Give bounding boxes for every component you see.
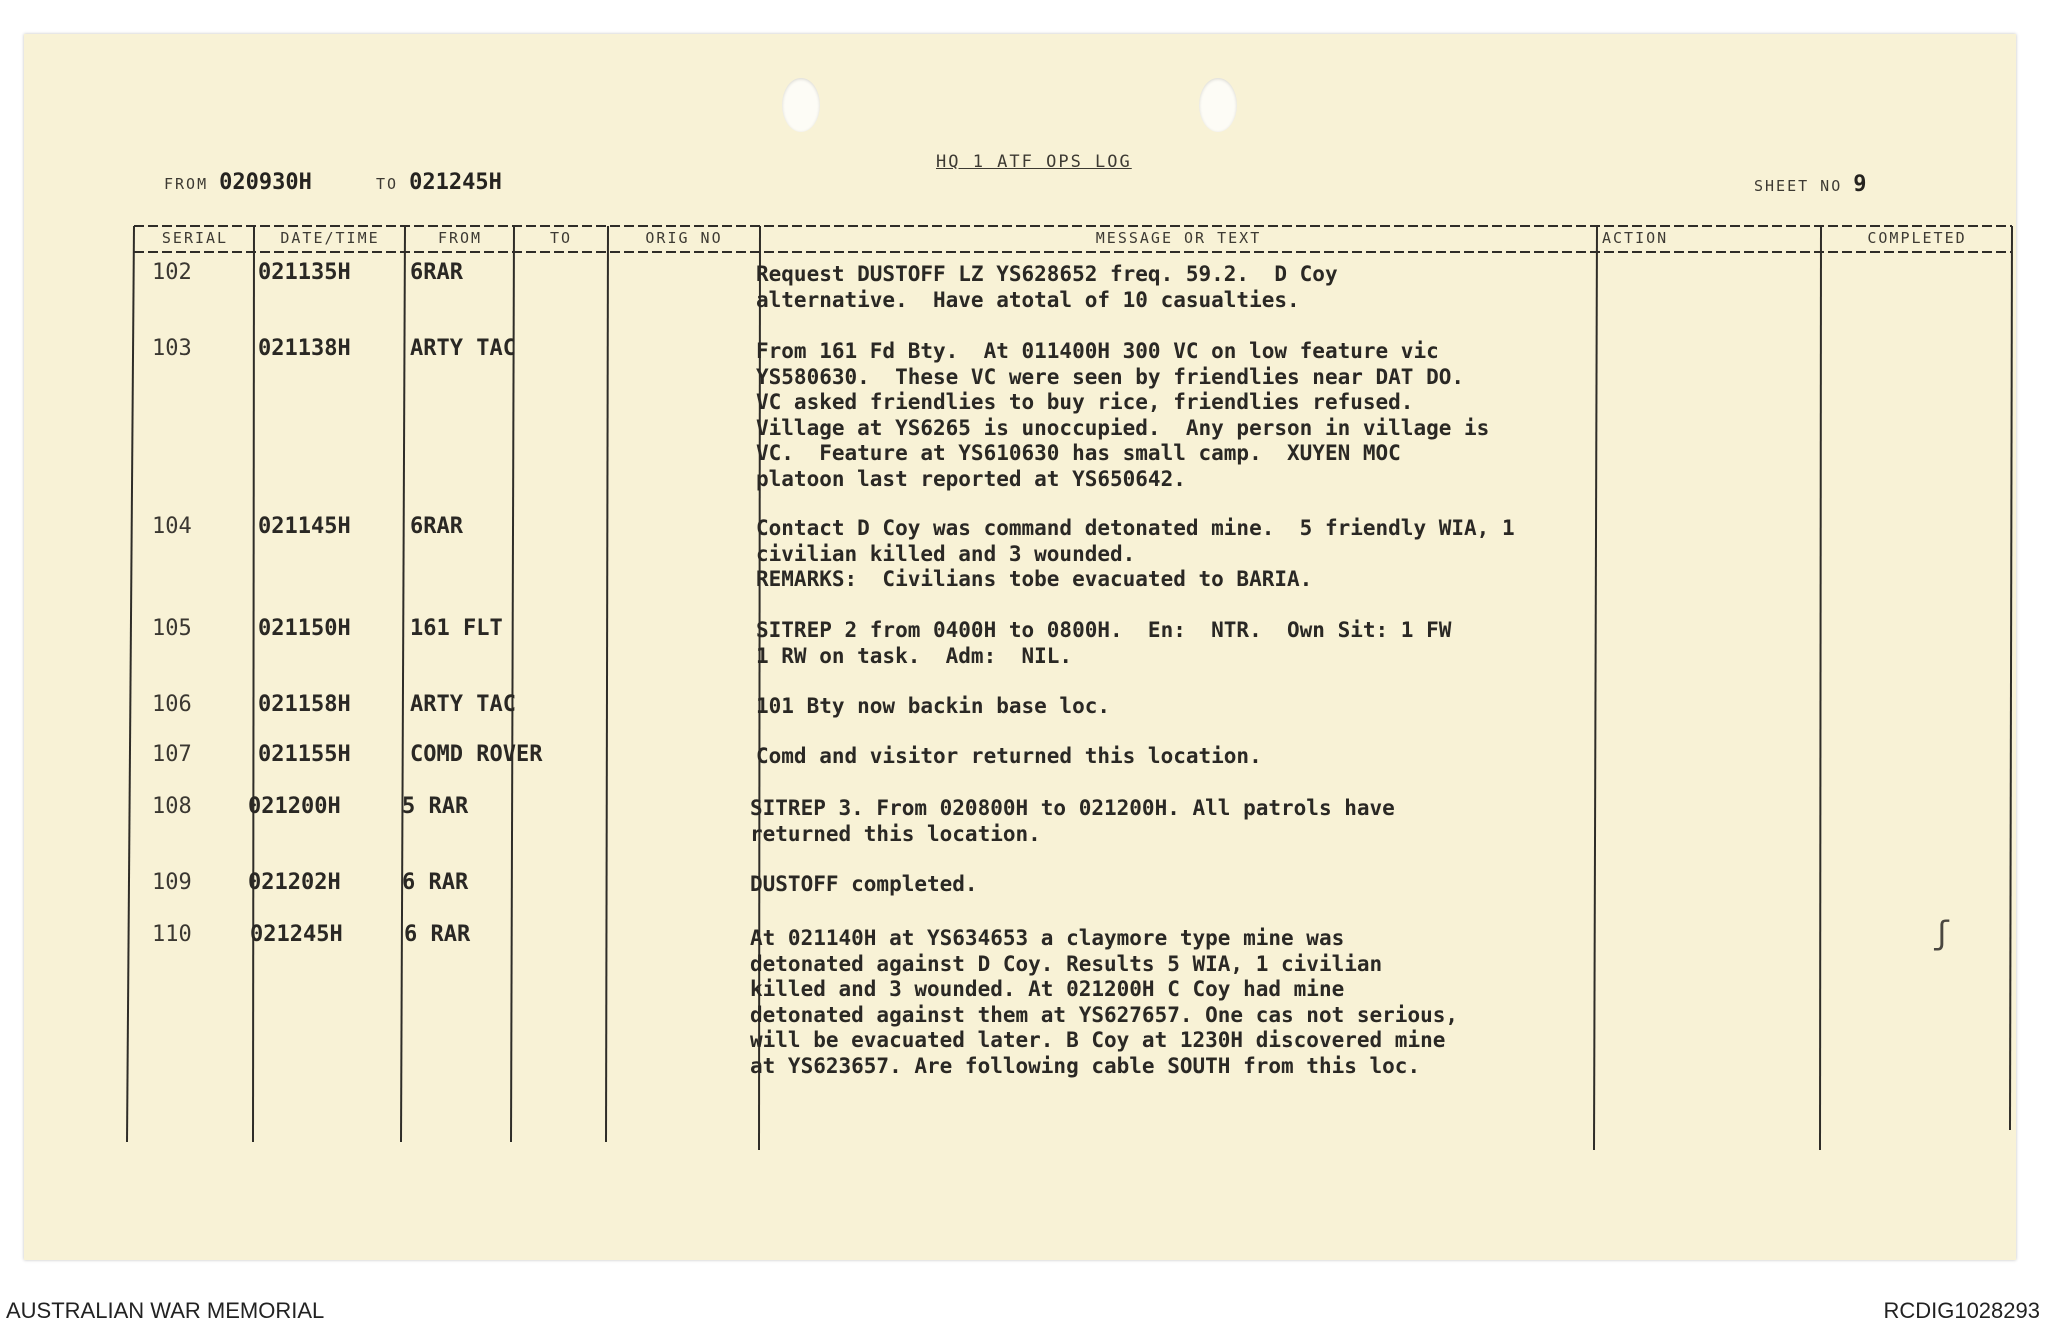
serial-cell: 102 — [152, 260, 192, 285]
from-cell: ARTY TAC — [410, 336, 516, 361]
message-cell: SITREP 2 from 0400H to 0800H. En: NTR. Own Sit: 1 FW 1 RW on task. Adm: NIL. — [756, 618, 1452, 668]
serial-cell: 110 — [152, 922, 192, 947]
column-header-completed: COMPLETED — [1867, 229, 1967, 247]
sheet-value: 9 — [1853, 172, 1867, 197]
datetime-cell: 021145H — [258, 514, 351, 539]
from-cell: 161 FLT — [410, 616, 503, 641]
margin-handwritten-mark: ʃ — [1932, 914, 1952, 952]
column-header-action: ACTION — [1602, 229, 1669, 247]
datetime-cell: 021135H — [258, 260, 351, 285]
from-cell: 6RAR — [410, 260, 463, 285]
footer-source: AUSTRALIAN WAR MEMORIAL — [6, 1298, 325, 1323]
serial-cell: 106 — [152, 692, 192, 717]
column-header-from: FROM — [437, 229, 483, 247]
page-title: HQ 1 ATF OPS LOG — [936, 152, 1132, 172]
datetime-cell: 021200H — [248, 794, 341, 819]
to-label: TO — [376, 175, 399, 193]
message-cell: Request DUSTOFF LZ YS628652 freq. 59.2. D Coy alternative. Have atotal of 10 casualties. — [756, 262, 1338, 312]
to-value: 021245H — [409, 170, 502, 195]
datetime-cell: 021245H — [250, 922, 343, 947]
datetime-cell: 021202H — [248, 870, 341, 895]
serial-cell: 104 — [152, 514, 192, 539]
from-cell: 6 RAR — [402, 870, 469, 895]
from-field — [164, 170, 312, 195]
column-header-datetime: DATE/TIME — [280, 229, 380, 247]
column-header-to: TO — [549, 229, 573, 247]
message-cell: Comd and visitor returned this location. — [756, 744, 1262, 768]
from-value: 020930H — [219, 170, 312, 195]
serial-cell: 108 — [152, 794, 192, 819]
log-sheet — [24, 34, 2016, 1260]
column-header-message: MESSAGE OR TEXT — [1095, 229, 1262, 247]
serial-cell: 109 — [152, 870, 192, 895]
message-cell: SITREP 3. From 020800H to 021200H. All patrols have returned this location. — [750, 796, 1395, 846]
serial-cell: 103 — [152, 336, 192, 361]
column-header-orig-no: ORIG NO — [645, 229, 723, 247]
serial-cell: 105 — [152, 616, 192, 641]
datetime-cell: 021150H — [258, 616, 351, 641]
datetime-cell: 021158H — [258, 692, 351, 717]
sheet-label: SHEET NO — [1754, 177, 1843, 195]
message-cell: 101 Bty now backin base loc. — [756, 694, 1111, 718]
message-cell: Contact D Coy was command detonated mine. 5 friendly WIA, 1 civilian killed and 3 wounded. REMARKS: Civilians tobe evacuated to BARIA. — [756, 516, 1515, 591]
footer-record-id: RCDIG1028293 — [1883, 1298, 2040, 1323]
punch-hole — [1199, 78, 1237, 132]
from-cell: ARTY TAC — [410, 692, 516, 717]
from-cell: COMD ROVER — [410, 742, 543, 767]
datetime-cell: 021155H — [258, 742, 351, 767]
serial-cell: 107 — [152, 742, 192, 767]
datetime-cell: 021138H — [258, 336, 351, 361]
from-cell: 5 RAR — [402, 794, 469, 819]
message-cell: DUSTOFF completed. — [750, 872, 978, 896]
message-cell: From 161 Fd Bty. At 011400H 300 VC on low feature vic YS580630. These VC were seen by friendlies near DAT DO. VC asked friendlies to buy rice, friendlies refused. Village at YS6265 is unoccupied. Any person in village is VC. Feature at YS610630 has small camp. XUYEN MOC platoon last reported at YS650642. — [756, 339, 1490, 491]
message-cell: At 021140H at YS634653 a claymore type mine was detonated against D Coy. Results 5 WIA, 1 civilian killed and 3 wounded. At 021200H C Coy had mine detonated against them at YS627657. One cas not serious, will be evacuated later. B Coy at 1230H discovered mine at YS623657. Are following cable SOUTH from this loc. — [750, 926, 1459, 1078]
punch-hole — [782, 78, 820, 132]
column-header-serial: SERIAL — [161, 229, 229, 247]
sheet-number-field — [1754, 172, 1867, 197]
to-field — [376, 170, 502, 195]
from-label: FROM — [164, 175, 209, 193]
from-cell: 6 RAR — [404, 922, 471, 947]
from-cell: 6RAR — [410, 514, 463, 539]
